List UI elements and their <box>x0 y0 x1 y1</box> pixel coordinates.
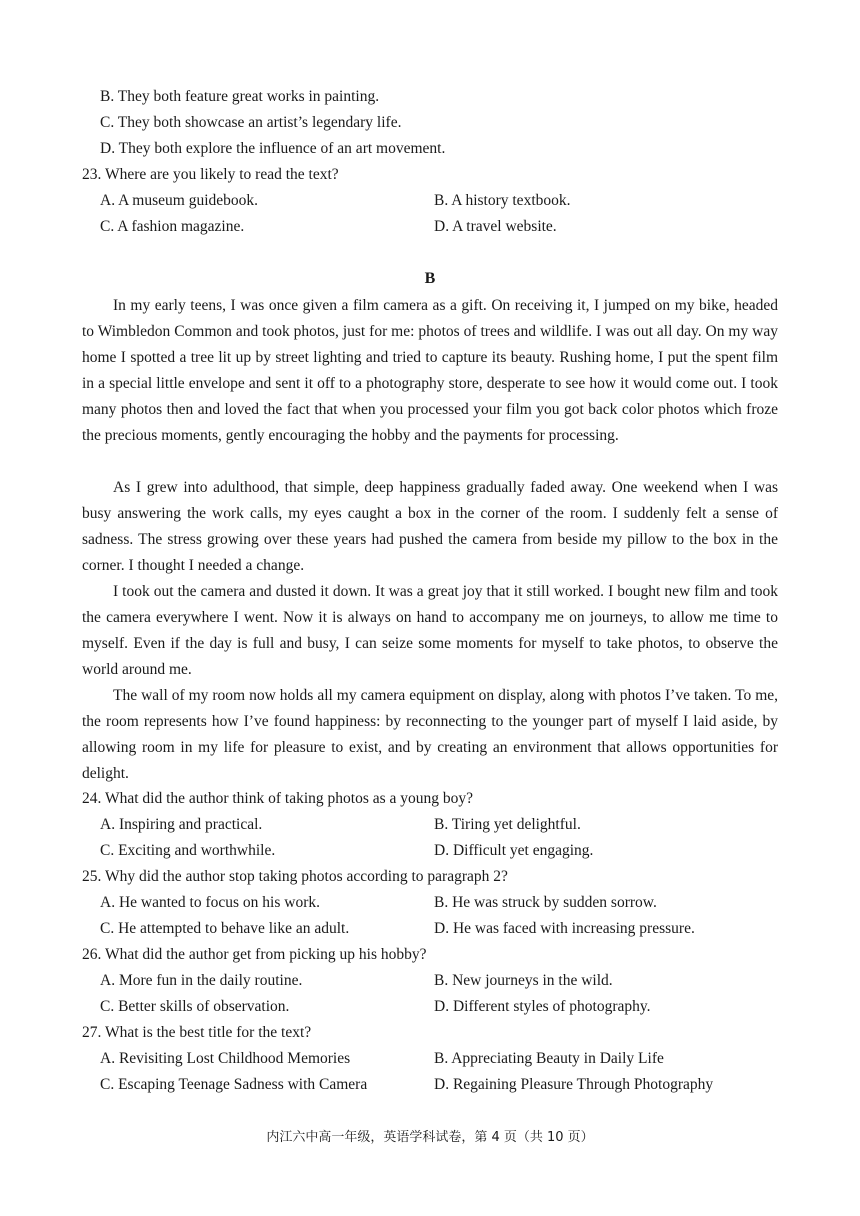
q26-option-d: D. Different styles of photography. <box>434 998 651 1015</box>
q23-option-d: D. A travel website. <box>434 218 557 235</box>
q23-option-c: C. A fashion magazine. <box>100 218 245 235</box>
q24-option-a: A. Inspiring and practical. <box>100 816 263 833</box>
q25-question: 25. Why did the author stop taking photos according to paragraph 2? <box>82 868 508 885</box>
q27-option-d: D. Regaining Pleasure Through Photography <box>434 1076 714 1093</box>
q24-option-c: C. Exciting and worthwhile. <box>100 842 276 859</box>
q23-option-a: A. A museum guidebook. <box>100 192 259 209</box>
q23-question: 23. Where are you likely to read the text? <box>82 166 339 183</box>
q26-option-a: A. More fun in the daily routine. <box>100 972 303 989</box>
q22-option-d: D. They both explore the influence of an art movement. <box>100 140 446 157</box>
q25-option-c: C. He attempted to behave like an adult. <box>100 920 350 937</box>
q25-option-b: B. He was struck by sudden sorrow. <box>434 894 657 911</box>
passage-paragraph-3: I took out the camera and dusted it down. It was a great joy that it still worked. I bought new film and took the camera everywhere I went. Now it is always on hand to accompany me on journeys, to allow me time to myself. Even if the day is full and busy, I can seize some moments for myself to take photos, to observe the world around me. <box>82 583 778 678</box>
q27-option-c: C. Escaping Teenage Sadness with Camera <box>100 1076 368 1093</box>
q23-option-b: B. A history textbook. <box>434 192 571 209</box>
passage-paragraph-1: In my early teens, I was once given a film camera as a gift. On receiving it, I jumped on my bike, headed to Wimbledon Common and took photos, just for me: photos of trees and wildlife. I was out all day. On my way home I spotted a tree lit up by street lighting and tried to capture its beauty. Rushing home, I put the spent film in a special little envelope and sent it off to a photography store, desperate to see how it would come out. I took many photos then and loved the fact that when you processed your film you got back color photos which froze the precious moments, gently encouraging the hobby and the payments for processing. <box>82 297 778 444</box>
q24-question: 24. What did the author think of taking photos as a young boy? <box>82 790 474 807</box>
q26-question: 26. What did the author get from picking up his hobby? <box>82 946 427 963</box>
passage-paragraph-2: As I grew into adulthood, that simple, deep happiness gradually faded away. One weekend when I was busy answering the work calls, my eyes caught a box in the corner of the room. I suddenly felt a sense of sadness. The stress growing over these years had pushed the camera from beside my pillow to the box in the corner. I thought I needed a change. <box>82 479 778 574</box>
q25-option-a: A. He wanted to focus on his work. <box>100 894 320 911</box>
q26-option-c: C. Better skills of observation. <box>100 998 290 1015</box>
q24-option-b: B. Tiring yet delightful. <box>434 816 581 833</box>
q27-option-b: B. Appreciating Beauty in Daily Life <box>434 1050 664 1067</box>
q22-option-b: B. They both feature great works in painting. <box>100 88 380 105</box>
q27-question: 27. What is the best title for the text? <box>82 1024 312 1041</box>
q27-option-a: A. Revisiting Lost Childhood Memories <box>100 1050 351 1067</box>
q26-option-b: B. New journeys in the wild. <box>434 972 613 989</box>
page-footer: 内江六中高一年级，英语学科试卷，第 4 页（共 10 页） <box>266 1130 594 1145</box>
q24-option-d: D. Difficult yet engaging. <box>434 842 594 859</box>
section-title: B <box>424 270 436 287</box>
passage-paragraph-4: The wall of my room now holds all my camera equipment on display, along with photos I’ve taken. To me, the room represents how I’ve found happiness: by reconnecting to the younger part of myself I laid aside, by allowing room in my life for pleasure to exist, and by creating an environment that allows opportunities for delight. <box>82 687 778 782</box>
q25-option-d: D. He was faced with increasing pressure. <box>434 920 695 937</box>
q22-option-c: C. They both showcase an artist’s legendary life. <box>100 114 402 131</box>
